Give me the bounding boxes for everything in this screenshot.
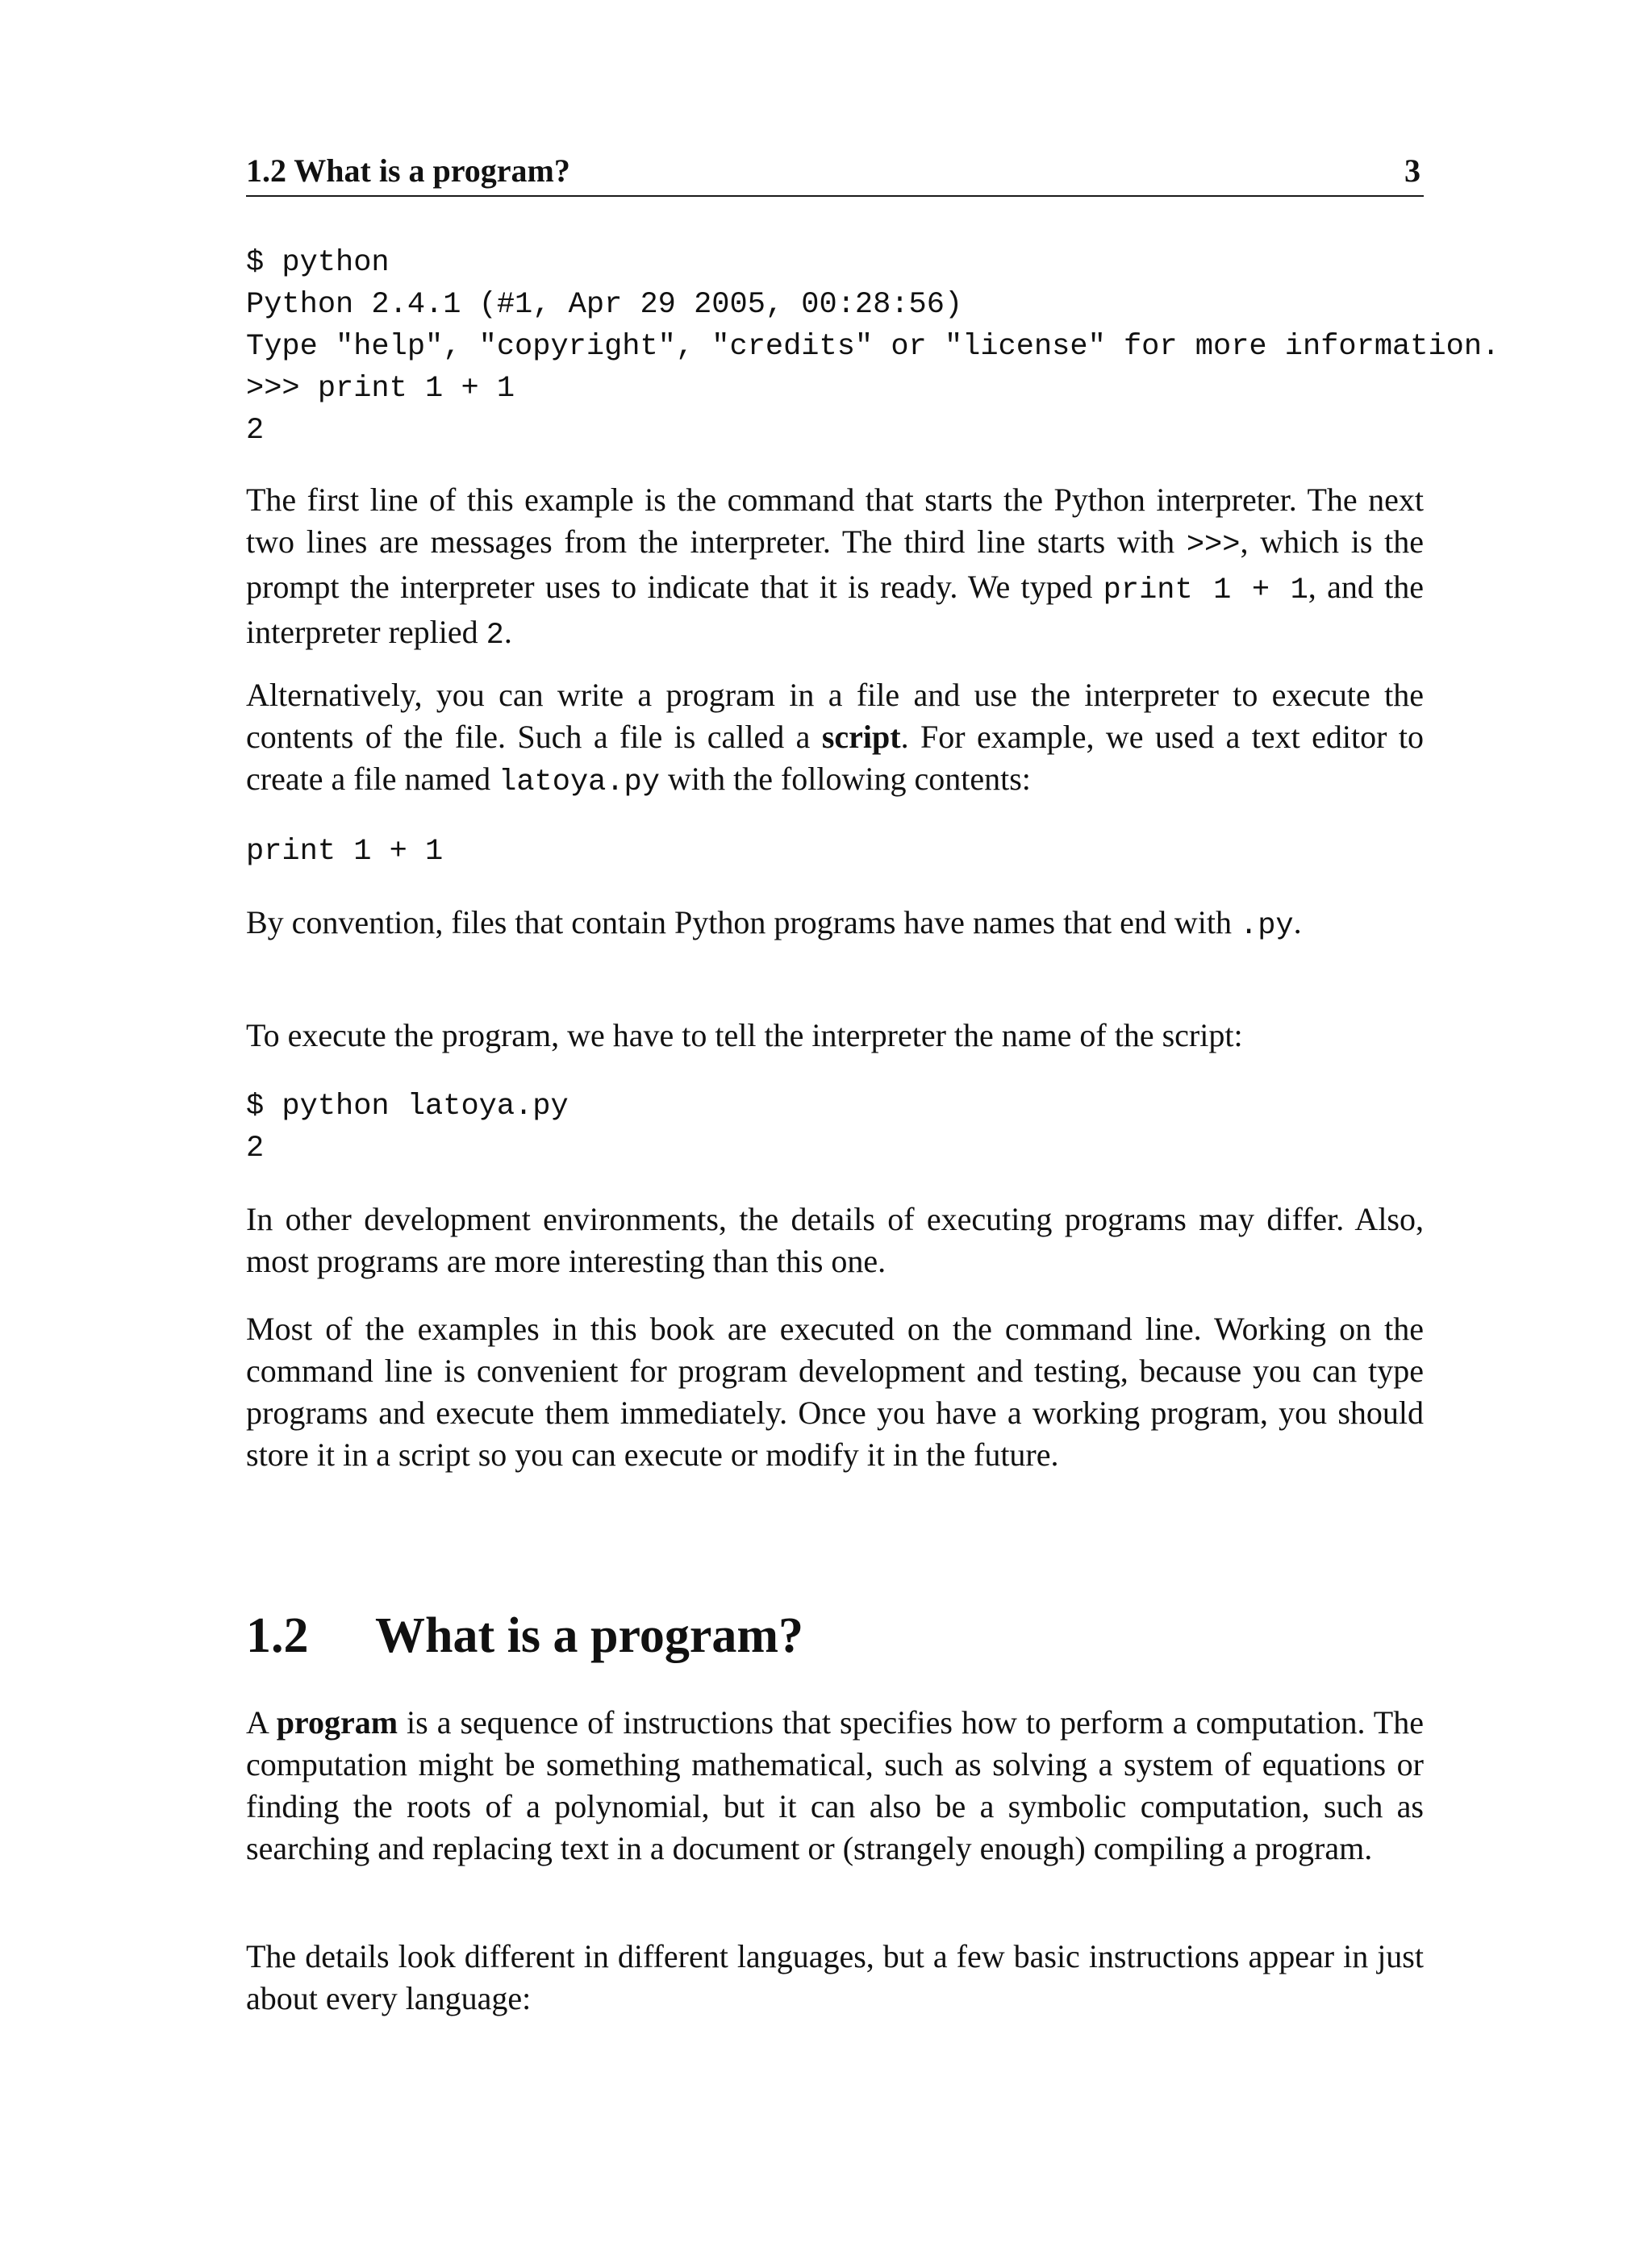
paragraph-py-convention: By convention, files that contain Python programs have names that end with .py.: [246, 904, 1302, 943]
code-line: Type "help", "copyright", "credits" or "license" for more information.: [246, 330, 1500, 364]
paragraph-execute-script: To execute the program, we have to tell the interpreter the name of the script:: [246, 1017, 1243, 1053]
section-title: What is a program?: [375, 1608, 804, 1663]
code-line: print 1 + 1: [246, 835, 444, 869]
code-line: $ python: [246, 246, 390, 280]
inline-code: 2: [486, 619, 504, 653]
code-line: Python 2.4.1 (#1, Apr 29 2005, 00:28:56): [246, 288, 963, 322]
running-head: [246, 150, 1424, 197]
script-contents-code: [246, 831, 1424, 873]
paragraph-environments: In other development environments, the details of executing programs may differ. Also, most programs are more interesting than this one.: [246, 1201, 1424, 1279]
section-heading: [246, 1605, 1424, 1666]
running-head-title: 1.2 What is a program?: [246, 152, 570, 189]
section-number: 1.2: [246, 1608, 309, 1663]
paragraph-command-line: Most of the examples in this book are executed on the command line. Working on the command line is convenient for program development and testing, because you can type programs and execute them immediately. Once you have a working program, you should store it in a script so you can execute or modify it in the future.: [246, 1311, 1424, 1473]
paragraph-basic-instructions: The details look different in different languages, but a few basic instructions appear in just about every language:: [246, 1938, 1424, 2016]
code-line: 2: [246, 414, 265, 448]
inline-code: >>>: [1186, 528, 1241, 562]
term-program: program: [276, 1704, 398, 1741]
inline-code: print 1 + 1: [1103, 573, 1308, 607]
inline-code: .py: [1239, 909, 1294, 943]
paragraph-program-definition: A program is a sequence of instructions that specifies how to perform a computation. The computation might be something mathematical, such as solving a system of equations or finding the roots of a polynomial, but it can also be a symbolic computation, such as searching and replacing text in a document or (strangely enough) compiling a program.: [246, 1704, 1424, 1866]
code-line: $ python latoya.py: [246, 1090, 569, 1124]
interpreter-session-code: [246, 242, 1500, 452]
inline-code: latoya.py: [499, 765, 660, 799]
paragraph-script-intro: Alternatively, you can write a program in a file and use the interpreter to execute the contents of the file. Such a file is called a script. For example, we used a text editor to create a file named latoya.py with the following contents:: [246, 677, 1425, 799]
run-script-code: [246, 1086, 1424, 1170]
code-line: >>> print 1 + 1: [246, 372, 515, 406]
page-number: 3: [1404, 152, 1420, 189]
paragraph-interpreter-explanation: The first line of this example is the command that starts the Python interpreter. The next two lines are messages from the interpreter. The third line starts with >>>, which is the prompt the interpreter uses to indicate that it is ready. We typed print 1 + 1, and the interpreter replied 2.: [246, 482, 1424, 653]
code-line: 2: [246, 1132, 265, 1165]
term-script: script: [821, 719, 901, 755]
